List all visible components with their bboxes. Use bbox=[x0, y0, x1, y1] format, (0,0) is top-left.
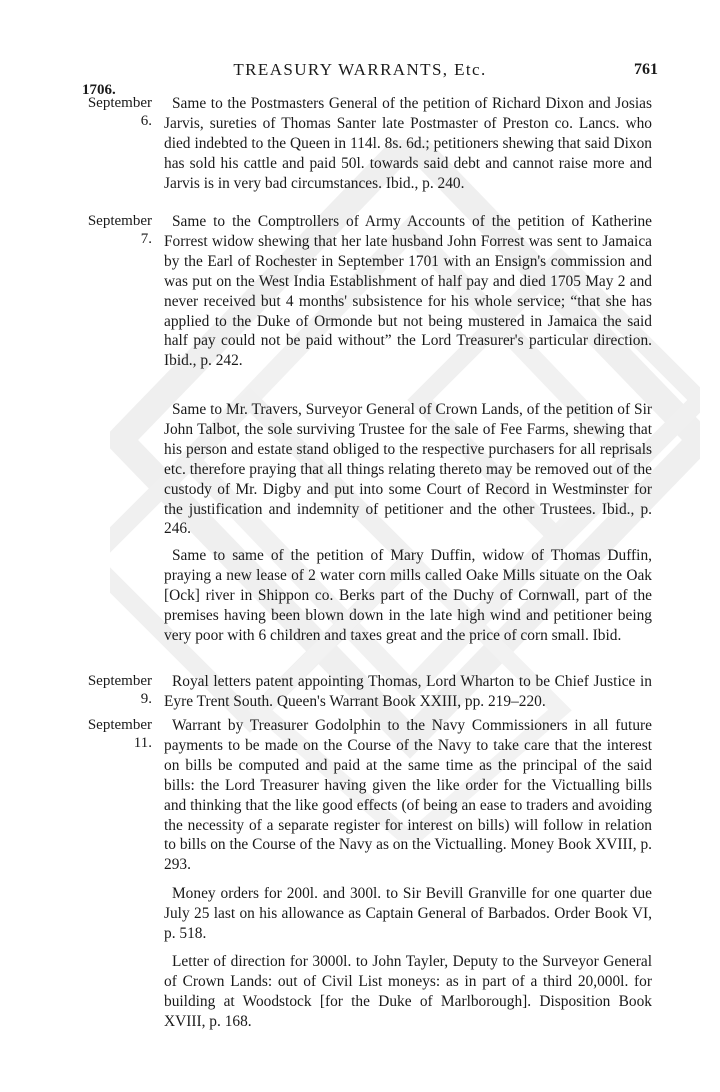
entry-text: Warrant by Treasurer Godolphin to the Navy Commissioners in all future payments to be made on the Course of the Navy to take care that the interest on bills be computed and paid at the same time as the principal of the said bills: the Lord Treasurer having given the like order for the Victualling bills and thinking that the like good effects (of being an ease to traders and avoiding the necessity of a separate register for interest on bills) will follow in relation to bills on the Course of the Navy as on the Victualling. Money Book XVIII, p. 293. bbox=[164, 717, 652, 874]
page-title: TREASURY WARRANTS, Etc. bbox=[233, 60, 487, 79]
entry-text: Letter of direction for 3000l. to John Tayler, Deputy to the Surveyor General of Crown Lands: out of Civil List moneys: as in part of a third 20,000l. for building at Woodstock [for the Duke of Marlborough]. Disposition Book XVIII, p. 168. bbox=[164, 953, 652, 1030]
date-month: September bbox=[87, 213, 152, 229]
entry-date bbox=[66, 672, 152, 708]
entry-text: Same to Mr. Travers, Surveyor General of Crown Lands, of the petition of Sir John Talbot, the sole surviving Trustee for the sale of Fee Farms, shewing that his person and estate stand obliged to the respective purchasers for all reprisals etc. therefore praying that all things relating thereto may be removed out of the custody of Mr. Digby and put into some Court of Record in Westminster for the justification and indemnity of petitioner and the other Trustees. Ibid., p. 246. bbox=[164, 401, 652, 538]
date-month: September bbox=[87, 673, 152, 689]
entry-text: Same to the Comptrollers of Army Accounts of the petition of Katherine Forrest widow shewing that her late husband John Forrest was sent to Jamaica by the Earl of Rochester in September 1701 with an Ensign's commission and was put on the West India Establishment of half pay and died 1705 May 2 and never received but 4 months' subsistence for his whole service; “that she has applied to the Duke of Ormonde but not being mustered in Jamaica the said half pay could not be paid without” the Lord Treasurer's particular direction. Ibid., p. 242. bbox=[164, 213, 652, 370]
entry-text: Same to same of the petition of Mary Duffin, widow of Thomas Duffin, praying a new lease of 2 water corn mills called Oake Mills situate on the Oak [Ock] river in Shippon co. Berks part of the Duchy of Cornwall, part of the premises having been blown down in the late high wind and petitioner being very poor with 6 children and taxes great and the price of corn small. Ibid. bbox=[164, 547, 652, 644]
year-label: 1706. bbox=[82, 82, 116, 98]
entry-text: Money orders for 200l. and 300l. to Sir Bevill Granville for one quarter due July 25 last on his allowance as Captain General of Barbados. Order Book VI, p. 518. bbox=[164, 885, 652, 942]
entry-text: Same to the Postmasters General of the petition of Richard Dixon and Josias Jarvis, sureties of Thomas Santer late Postmaster of Preston co. Lancs. who died indebted to the Queen in 114l. 8s. 6d.; petitioners shewing that said Dixon has sold his cattle and paid 50l. towards said debt and cannot raise more and Jarvis is in very bad circumstances. Ibid., p. 240. bbox=[164, 95, 652, 192]
date-day: 6. bbox=[140, 113, 152, 129]
page-number: 761 bbox=[634, 61, 658, 78]
date-month: September bbox=[87, 95, 152, 111]
date-month: September bbox=[87, 717, 152, 733]
entry-date bbox=[66, 716, 152, 752]
entry-date bbox=[66, 212, 152, 248]
entry-date bbox=[66, 94, 152, 130]
date-day: 7. bbox=[140, 231, 152, 247]
date-day: 9. bbox=[140, 691, 152, 707]
entry-text: Royal letters patent appointing Thomas, Lord Wharton to be Chief Justice in Eyre Trent South. Queen's Warrant Book XXIII, pp. 219–220. bbox=[164, 673, 652, 710]
date-day: 11. bbox=[133, 735, 152, 751]
